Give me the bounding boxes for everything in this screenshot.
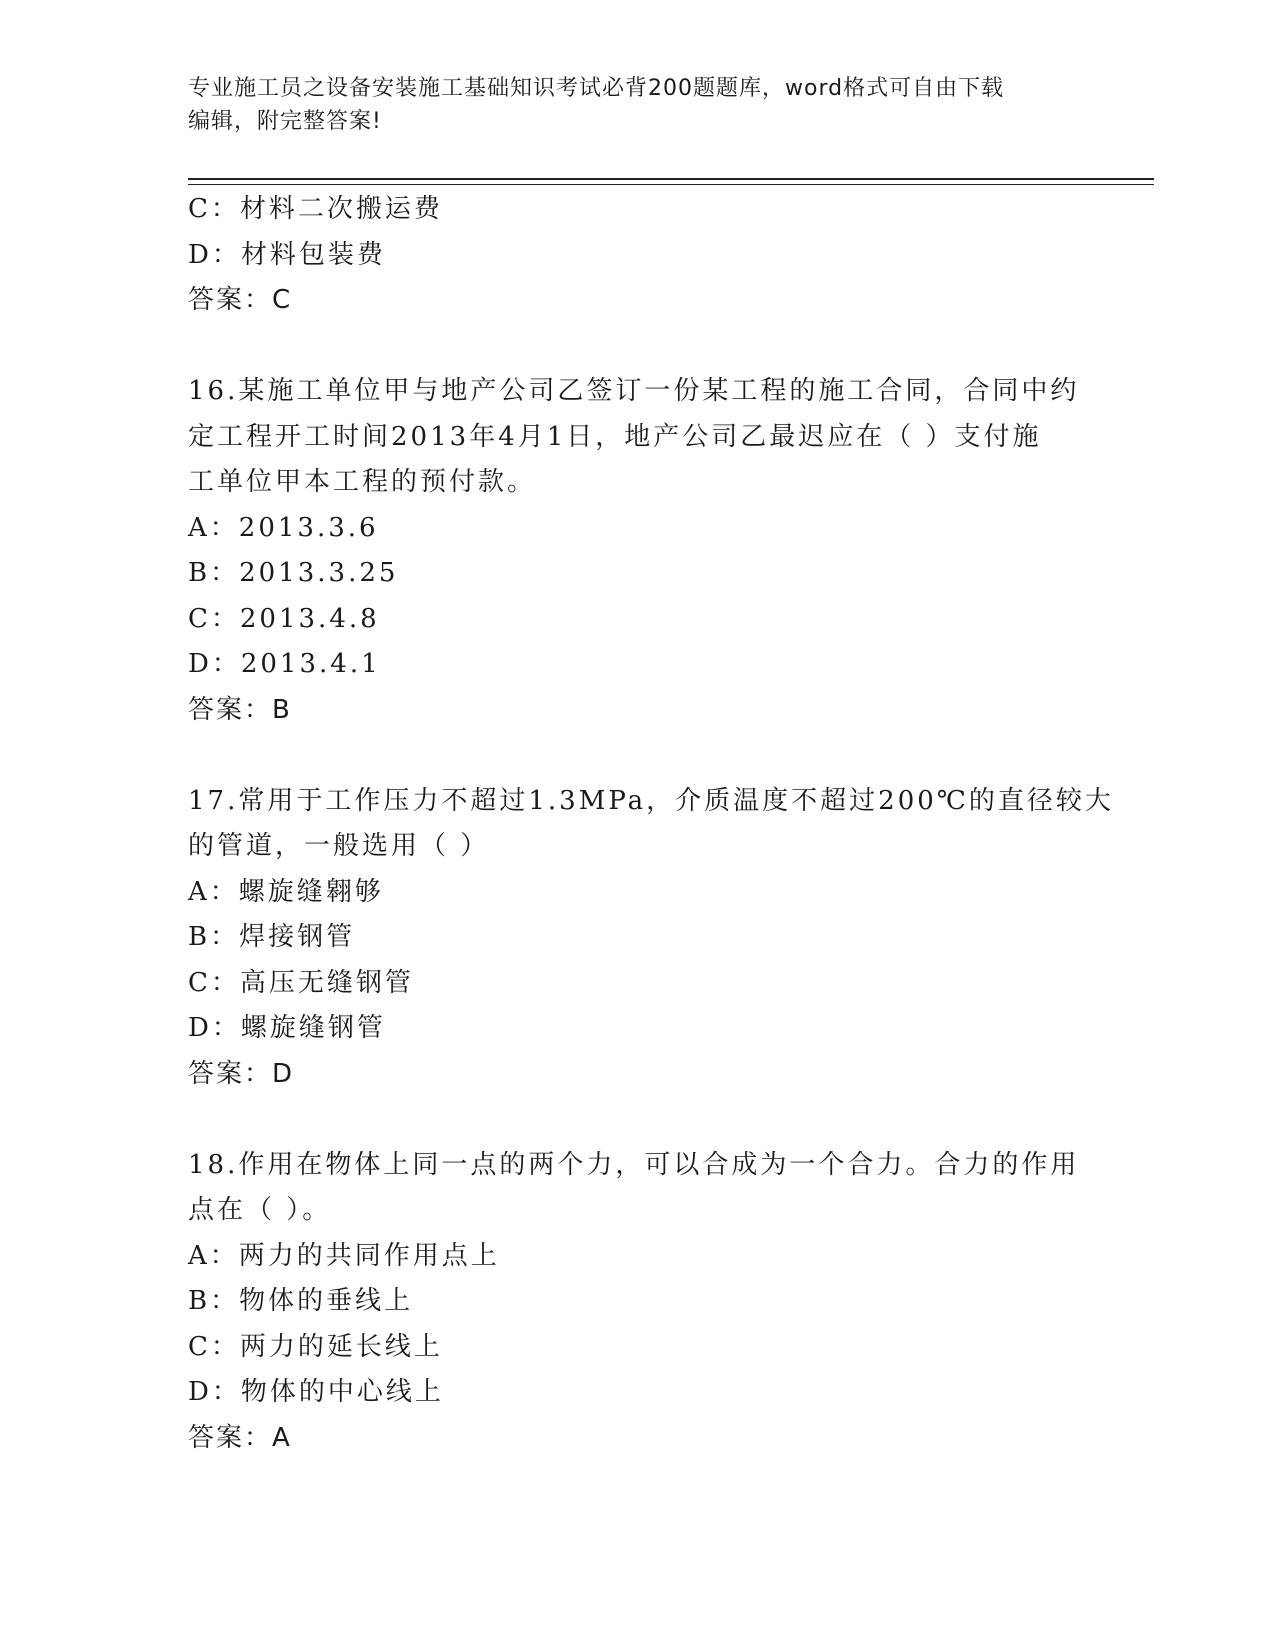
header-title-line-1: 专业施工员之设备安装施工基础知识考试必背200题题库，word格式可自由下载 — [188, 76, 1005, 101]
header-divider-thick — [188, 178, 1154, 180]
option-b: B：物体的垂线上 — [188, 1286, 414, 1316]
questions-content — [188, 187, 1114, 1461]
option-a: A：2013.3.6 — [188, 512, 379, 543]
answer-line: 答案：C — [188, 285, 293, 315]
question-stem-line: 定工程开工时间2013年4月1日，地产公司乙最迟应在（ ）支付施 — [188, 421, 1042, 452]
spacer — [188, 733, 1088, 779]
option-d: D：材料包装费 — [188, 239, 386, 270]
option-c: C：材料二次搬运费 — [188, 194, 443, 224]
header-title-line-2: 编辑，附完整答案! — [188, 109, 382, 134]
spacer — [188, 1097, 1088, 1143]
header-divider-thin — [188, 184, 1154, 185]
question-17 — [188, 779, 1114, 1098]
answer-line: 答案：B — [188, 694, 292, 725]
option-b: B：焊接钢管 — [188, 922, 356, 952]
prev-question-block — [188, 187, 1088, 324]
question-16 — [188, 369, 1088, 733]
option-d: D：2013.4.1 — [188, 649, 381, 679]
question-stem-line: 16.某施工单位甲与地产公司乙签订一份某工程的施工合同，合同中约 — [188, 376, 1080, 406]
question-stem-line: 18.作用在物体上同一点的两个力，可以合成为一个合力。合力的作用 — [188, 1149, 1080, 1180]
answer-line: 答案：A — [188, 1422, 292, 1453]
option-d: D：物体的中心线上 — [188, 1377, 444, 1407]
document-header — [188, 72, 1088, 138]
question-stem-line: 17.常用于工作压力不超过1.3MPa，介质温度不超过200℃的直径较大 — [188, 785, 1114, 816]
option-c: C：高压无缝钢管 — [188, 967, 414, 998]
answer-line: 答案：D — [188, 1058, 295, 1089]
option-c: C：2013.4.8 — [188, 603, 380, 634]
question-stem-line: 点在（ ）。 — [188, 1195, 332, 1225]
option-a: A：螺旋缝翱够 — [188, 876, 384, 907]
option-c: C：两力的延长线上 — [188, 1331, 443, 1362]
option-d: D：螺旋缝钢管 — [188, 1013, 386, 1043]
question-stem-line: 工单位甲本工程的预付款。 — [188, 467, 537, 497]
question-18 — [188, 1143, 1088, 1462]
option-b: B：2013.3.25 — [188, 558, 399, 588]
spacer — [188, 324, 1088, 370]
question-stem-line: 的管道，一般选用（ ） — [188, 831, 490, 861]
option-a: A：两力的共同作用点上 — [188, 1240, 500, 1271]
